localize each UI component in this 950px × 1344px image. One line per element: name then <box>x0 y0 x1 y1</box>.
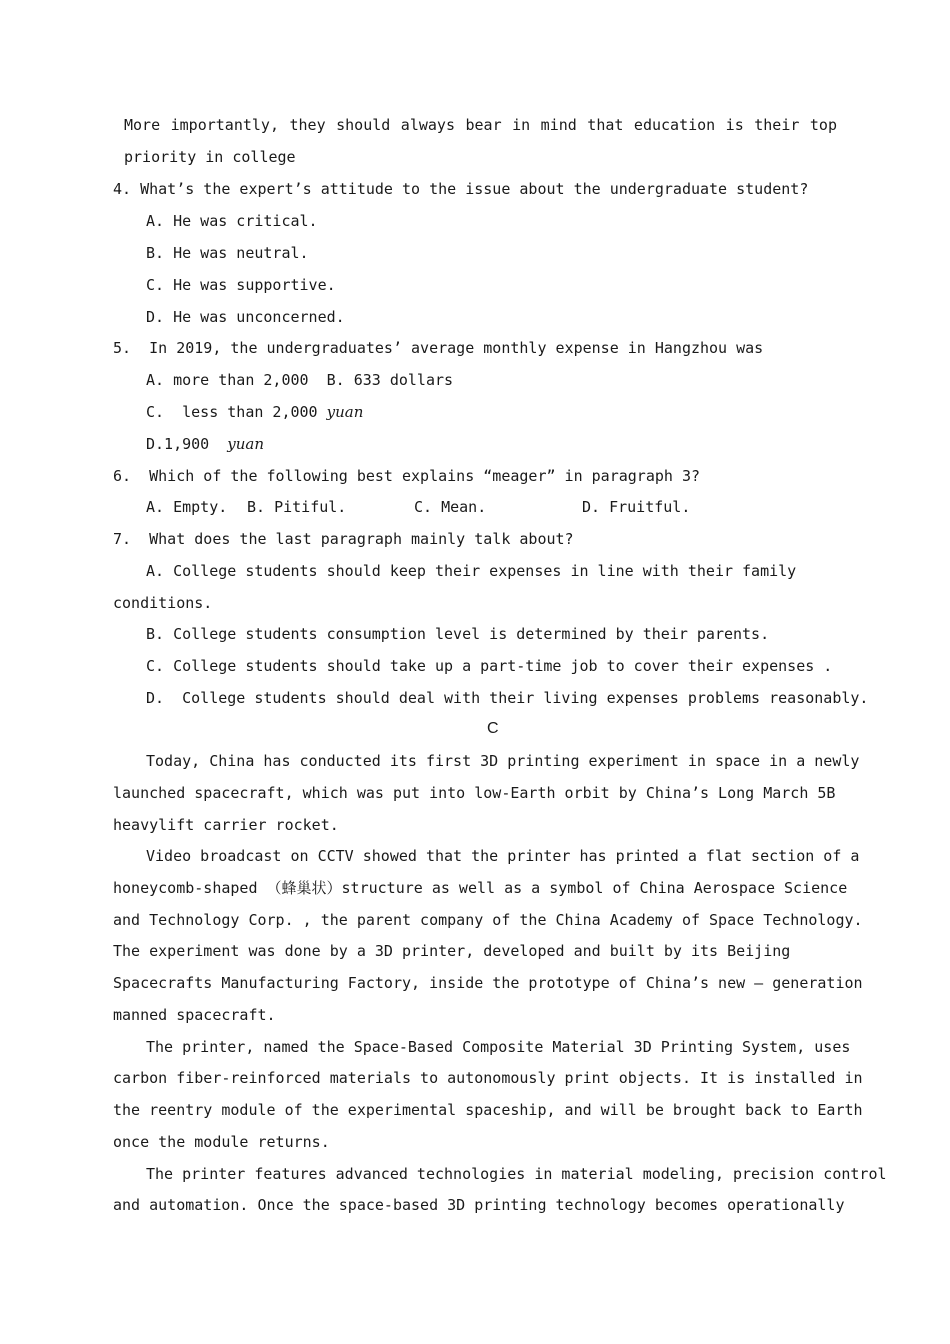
section-heading: C <box>487 720 499 737</box>
question-5-stem: 5. In 2019, the undergraduates’ average monthly expense in Hangzhou was <box>113 339 764 357</box>
question-6-option-d: D. Fruitful. <box>582 498 691 516</box>
passage-line: launched spacecraft, which was put into low-Earth orbit by China’s Long March 5B <box>113 784 836 802</box>
question-4-stem: 4. What’s the expert’s attitude to the issue about the undergraduate student? <box>113 180 809 198</box>
question-7-option-b: B. College students consumption level is determined by their parents. <box>146 625 770 643</box>
question-4-option-a: A. He was critical. <box>146 212 318 230</box>
option-d-text: D.1,900 <box>146 435 228 453</box>
currency-yuan: yuan <box>326 403 364 421</box>
passage-line: The experiment was done by a 3D printer, developed and built by its Beijing <box>113 942 791 960</box>
question-5-option-c <box>146 402 363 422</box>
question-7-option-a-line-1: A. College students should keep their expenses in line with their family <box>146 562 797 580</box>
option-c-text: C. less than 2,000 <box>146 403 327 421</box>
passage-line: The printer, named the Space-Based Composite Material 3D Printing System, uses <box>146 1038 851 1056</box>
question-5-option-d <box>146 434 264 454</box>
question-6-option-c: C. Mean. <box>414 498 487 516</box>
passage-line: once the module returns. <box>113 1133 330 1151</box>
passage-line: Today, China has conducted its first 3D printing experiment in space in a newly <box>146 752 860 770</box>
passage-line: The printer features advanced technologies in material modeling, precision control <box>146 1165 887 1183</box>
question-4-option-b: B. He was neutral. <box>146 244 309 262</box>
previous-option-line-1: More importantly, they should always bear in mind that education is their top <box>124 116 837 134</box>
question-4-option-c: C. He was supportive. <box>146 276 336 294</box>
passage-line: Spacecrafts Manufacturing Factory, inside the prototype of China’s new — generation <box>113 974 863 992</box>
passage-line: manned spacecraft. <box>113 1006 276 1024</box>
question-7-option-a-line-2: conditions. <box>113 594 213 612</box>
passage-line: heavylift carrier rocket. <box>113 816 339 834</box>
passage-line: Video broadcast on CCTV showed that the printer has printed a flat section of a <box>146 847 860 865</box>
question-7-stem: 7. What does the last paragraph mainly talk about? <box>113 530 574 548</box>
passage-line: and Technology Corp. , the parent company of the China Academy of Space Technology. <box>113 911 863 929</box>
passage-line: and automation. Once the space-based 3D printing technology becomes operationally <box>113 1196 845 1214</box>
question-6-option-b: B. Pitiful. <box>247 498 347 516</box>
question-4-option-d: D. He was unconcerned. <box>146 308 345 326</box>
question-7-option-c: C. College students should take up a part-time job to cover their expenses . <box>146 657 833 675</box>
previous-option-line-2: priority in college <box>124 148 296 166</box>
currency-yuan: yuan <box>227 435 265 453</box>
question-6-option-a: A. Empty. <box>146 498 228 516</box>
question-5-option-ab: A. more than 2,000 B. 633 dollars <box>146 371 454 389</box>
passage-line: carbon fiber-reinforced materials to autonomously print objects. It is installed in <box>113 1069 863 1087</box>
passage-line: honeycomb-shaped （蜂巢状）structure as well as a symbol of China Aerospace Science <box>113 879 848 897</box>
passage-line: the reentry module of the experimental spaceship, and will be brought back to Earth <box>113 1101 863 1119</box>
question-7-option-d: D. College students should deal with their living expenses problems reasonably. <box>146 689 869 707</box>
question-6-stem: 6. Which of the following best explains “meager” in paragraph 3? <box>113 467 700 485</box>
